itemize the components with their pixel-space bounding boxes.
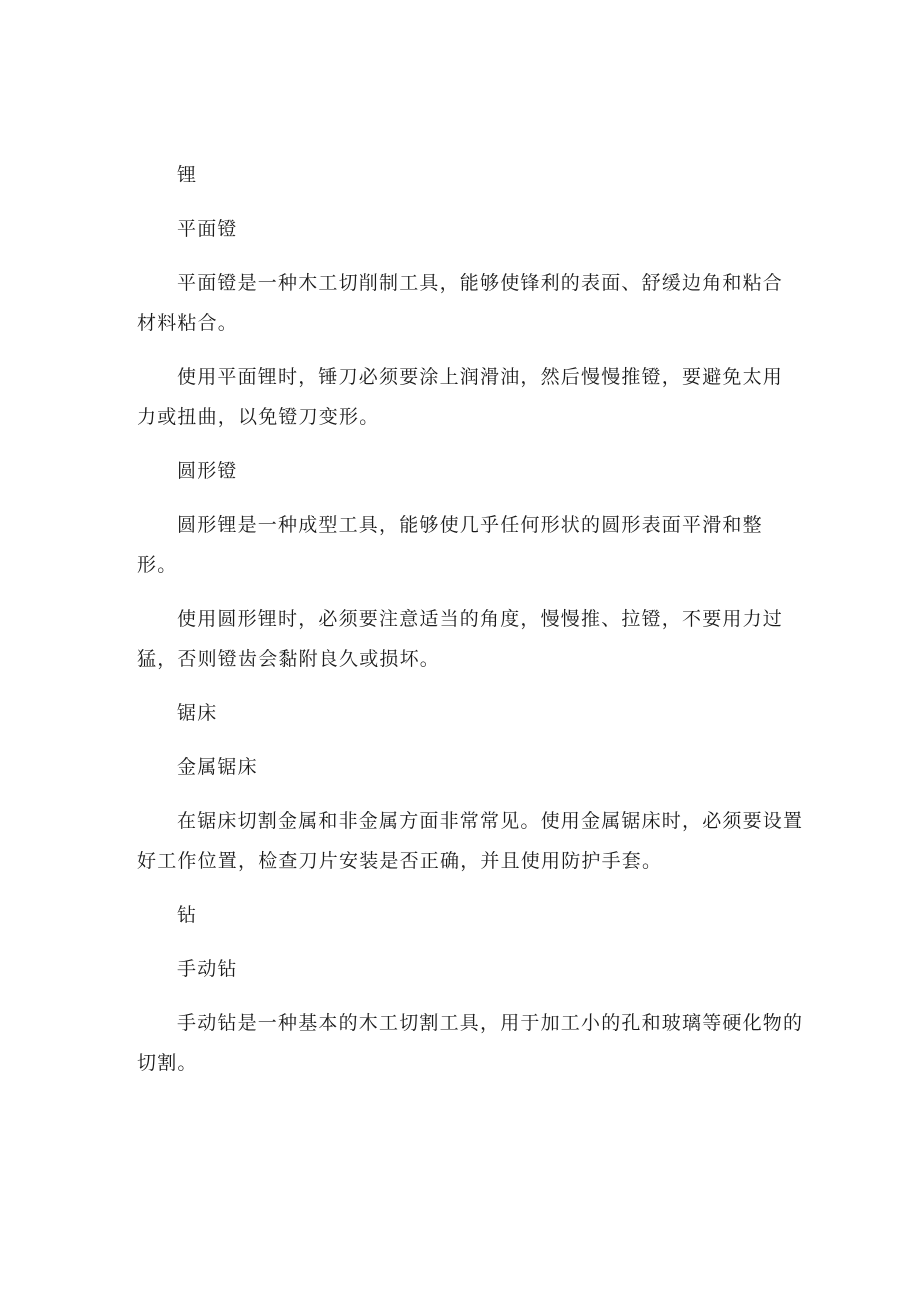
paragraph-round-file-usage xyxy=(137,599,797,679)
heading-round-file: 圆形镫 xyxy=(177,460,238,482)
paragraph-line: 使用圆形锂时，必须要注意适当的角度，慢慢推、拉镫，不要用力过 xyxy=(177,608,784,630)
heading-file: 锂 xyxy=(177,164,198,186)
paragraph-flat-file-usage xyxy=(137,357,797,437)
heading-drill: 钻 xyxy=(177,904,198,926)
paragraph-line: 在锯床切割金属和非金属方面非常常见。使用金属锯床时，必须要设置 xyxy=(177,810,804,832)
paragraph-line: 好工作位置，检查刀片安装是否正确，并且使用防护手套。 xyxy=(137,850,663,872)
paragraph-line: 材料粘合。 xyxy=(137,312,239,334)
paragraph-line: 手动钻是一种基本的木工切割工具，用于加工小的孔和玻璃等硬化物的 xyxy=(177,1012,804,1034)
heading-sawing-machine: 锯床 xyxy=(177,702,218,724)
paragraph-line: 平面镫是一种木工切削制工具，能够使锋利的表面、舒缓边角和粘合 xyxy=(177,272,784,294)
paragraph-hand-drill xyxy=(137,1003,804,1083)
paragraph-line: 圆形锂是一种成型工具，能够使几乎任何形状的圆形表面平滑和整 xyxy=(177,514,763,536)
heading-flat-file: 平面镫 xyxy=(177,218,238,240)
heading-metal-sawing-machine: 金属锯床 xyxy=(177,756,258,778)
paragraph-flat-file-description xyxy=(137,263,797,343)
paragraph-line: 形。 xyxy=(137,554,178,576)
paragraph-line: 力或扭曲，以免镫刀变形。 xyxy=(137,406,380,428)
paragraph-line: 切割。 xyxy=(137,1052,198,1074)
paragraph-line: 猛，否则镫齿会黏附良久或损坏。 xyxy=(137,648,441,670)
paragraph-metal-sawing-machine xyxy=(137,801,804,881)
heading-hand-drill: 手动钻 xyxy=(177,958,238,980)
paragraph-round-file-description xyxy=(137,505,797,585)
paragraph-line: 使用平面锂时，锤刀必须要涂上润滑油，然后慢慢推镫，要避免太用 xyxy=(177,366,784,388)
document-page xyxy=(137,155,804,1083)
